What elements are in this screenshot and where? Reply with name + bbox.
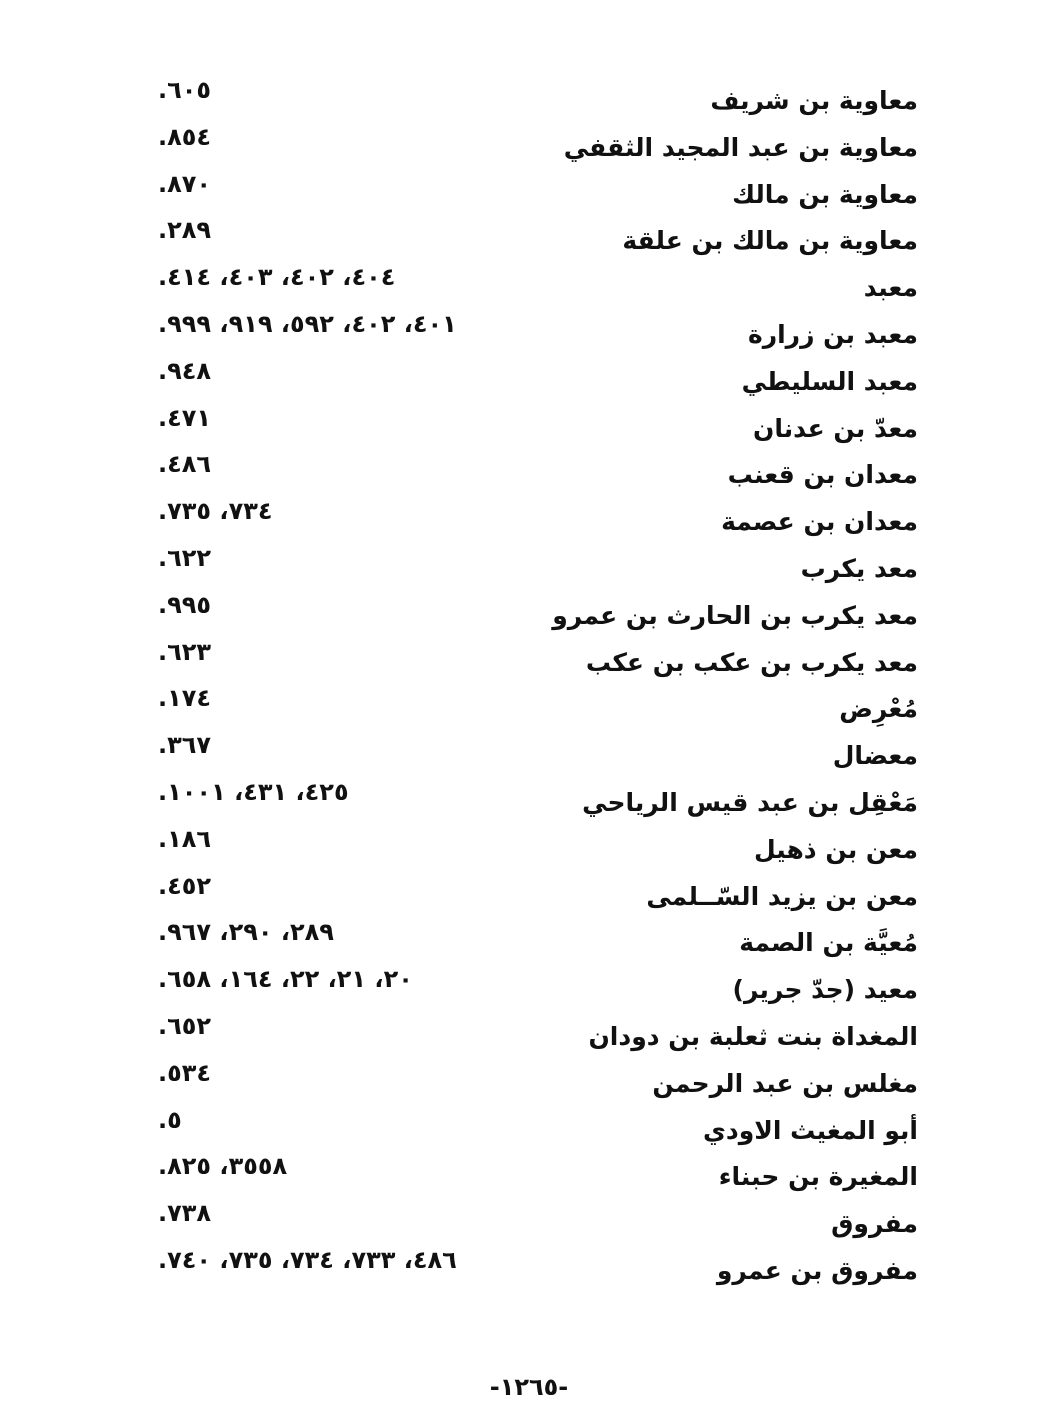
index-entry — [150, 1104, 930, 1151]
entry-page-references: ٦٠٥. — [158, 76, 212, 104]
index-entry — [150, 729, 930, 776]
entry-name: معاوية بن مالك بن علقة — [622, 226, 918, 256]
entry-page-references: ٣٦٧. — [158, 731, 212, 760]
entry-page-references: ٨٥٤. — [158, 122, 212, 151]
entry-name: معن بن ذهيل — [753, 834, 918, 864]
entry-page-references: ٤٥٢. — [158, 871, 212, 900]
entry-page-references: ٢٠، ٢١، ٢٢، ١٦٤، ٦٥٨. — [158, 965, 413, 994]
index-entry — [150, 636, 930, 683]
index-entry — [150, 168, 930, 215]
entry-name: معن بن يزيد السّــلمى — [646, 881, 918, 911]
entry-name: معبد — [863, 273, 918, 303]
entry-name: المغيرة بن حبناء — [718, 1162, 918, 1192]
entry-name: أبو المغيث الاودي — [702, 1115, 918, 1145]
index-entry — [150, 823, 930, 870]
entry-page-references: ٤٧١. — [158, 403, 212, 432]
index-entry — [150, 214, 930, 261]
entry-name: معيد (جدّ جرير) — [732, 975, 918, 1005]
index-entry — [150, 682, 930, 729]
index-entry — [150, 355, 930, 402]
entry-page-references: ٦٥٢. — [158, 1011, 212, 1040]
entry-page-references: ٤٨٦. — [158, 450, 212, 479]
index-entry — [150, 963, 930, 1010]
index-entry — [150, 589, 930, 636]
index-entry — [150, 1010, 930, 1057]
entry-name: معبد بن زرارة — [747, 319, 918, 349]
name-index-list — [150, 74, 930, 1291]
entry-name: مُعيَّة بن الصمة — [739, 928, 918, 958]
entry-name: معاوية بن عبد المجيد الثقفي — [563, 132, 918, 162]
entry-name: معاوية بن شريف — [710, 86, 918, 115]
entry-page-references: ١٨٦. — [158, 824, 212, 853]
entry-page-references: ٥. — [158, 1105, 182, 1134]
entry-name: معدان بن عصمة — [721, 507, 918, 537]
entry-name: معدّ بن عدنان — [753, 413, 918, 443]
page-number: -١٢٦٥- — [489, 1373, 569, 1401]
entry-name: معضال — [832, 741, 918, 771]
index-entry — [150, 402, 930, 449]
index-entry — [150, 261, 930, 308]
entry-page-references: ٢٨٩، ٢٩٠، ٩٦٧. — [158, 918, 334, 947]
index-entry — [150, 542, 930, 589]
entry-page-references: ٨٧٠. — [158, 169, 212, 198]
index-entry — [150, 916, 930, 963]
index-entry — [150, 1057, 930, 1104]
entry-page-references: ٧٣٤، ٧٣٥. — [158, 497, 273, 526]
entry-page-references: ٩٤٨. — [158, 356, 212, 385]
entry-page-references: ٧٣٨. — [158, 1199, 212, 1228]
entry-page-references: ١٧٤. — [158, 684, 212, 713]
entry-name: معد يكرب — [800, 553, 918, 583]
index-entry — [150, 121, 930, 168]
index-entry — [150, 1150, 930, 1197]
index-entry — [150, 74, 930, 121]
entry-name: مغلس بن عبد الرحمن — [652, 1068, 918, 1098]
index-entry — [150, 1197, 930, 1244]
entry-name: معدان بن قعنب — [727, 460, 918, 490]
index-entry — [150, 308, 930, 355]
entry-name: مفروق بن عمرو — [716, 1255, 918, 1285]
entry-page-references: ٤٨٦، ٧٣٣، ٧٣٤، ٧٣٥، ٧٤٠. — [158, 1245, 457, 1274]
entry-name: مفروق — [831, 1209, 918, 1239]
entry-page-references: ٢٨٩. — [158, 216, 212, 245]
entry-page-references: ٤٠٤، ٤٠٢، ٤٠٣، ٤١٤. — [158, 263, 396, 292]
entry-name: معد يكرب بن عكب بن عكب — [585, 647, 918, 677]
index-entry — [150, 1244, 930, 1291]
index-entry — [150, 870, 930, 917]
entry-page-references: ٥٣٤. — [158, 1058, 212, 1087]
index-entry — [150, 776, 930, 823]
entry-name: معاوية بن مالك — [732, 179, 918, 209]
entry-name: معد يكرب بن الحارث بن عمرو — [552, 600, 918, 630]
entry-page-references: ٤٢٥، ٤٣١، ١٠٠١. — [158, 777, 349, 806]
entry-page-references: ٣٥٥٨، ٨٢٥. — [158, 1152, 288, 1181]
entry-page-references: ٦٢٢. — [158, 543, 212, 572]
entry-name: معبد السليطي — [741, 366, 918, 396]
entry-name: المغداة بنت ثعلبة بن دودان — [588, 1021, 918, 1051]
entry-name: مَعْقِل بن عبد قيس الرياحي — [582, 787, 918, 817]
entry-page-references: ٤٠١، ٤٠٢، ٥٩٢، ٩١٩، ٩٩٩. — [158, 309, 457, 338]
entry-page-references: ٩٩٥. — [158, 590, 212, 619]
entry-name: مُعْرِض — [839, 694, 918, 724]
index-entry — [150, 448, 930, 495]
index-entry — [150, 495, 930, 542]
entry-page-references: ٦٢٣. — [158, 637, 212, 666]
